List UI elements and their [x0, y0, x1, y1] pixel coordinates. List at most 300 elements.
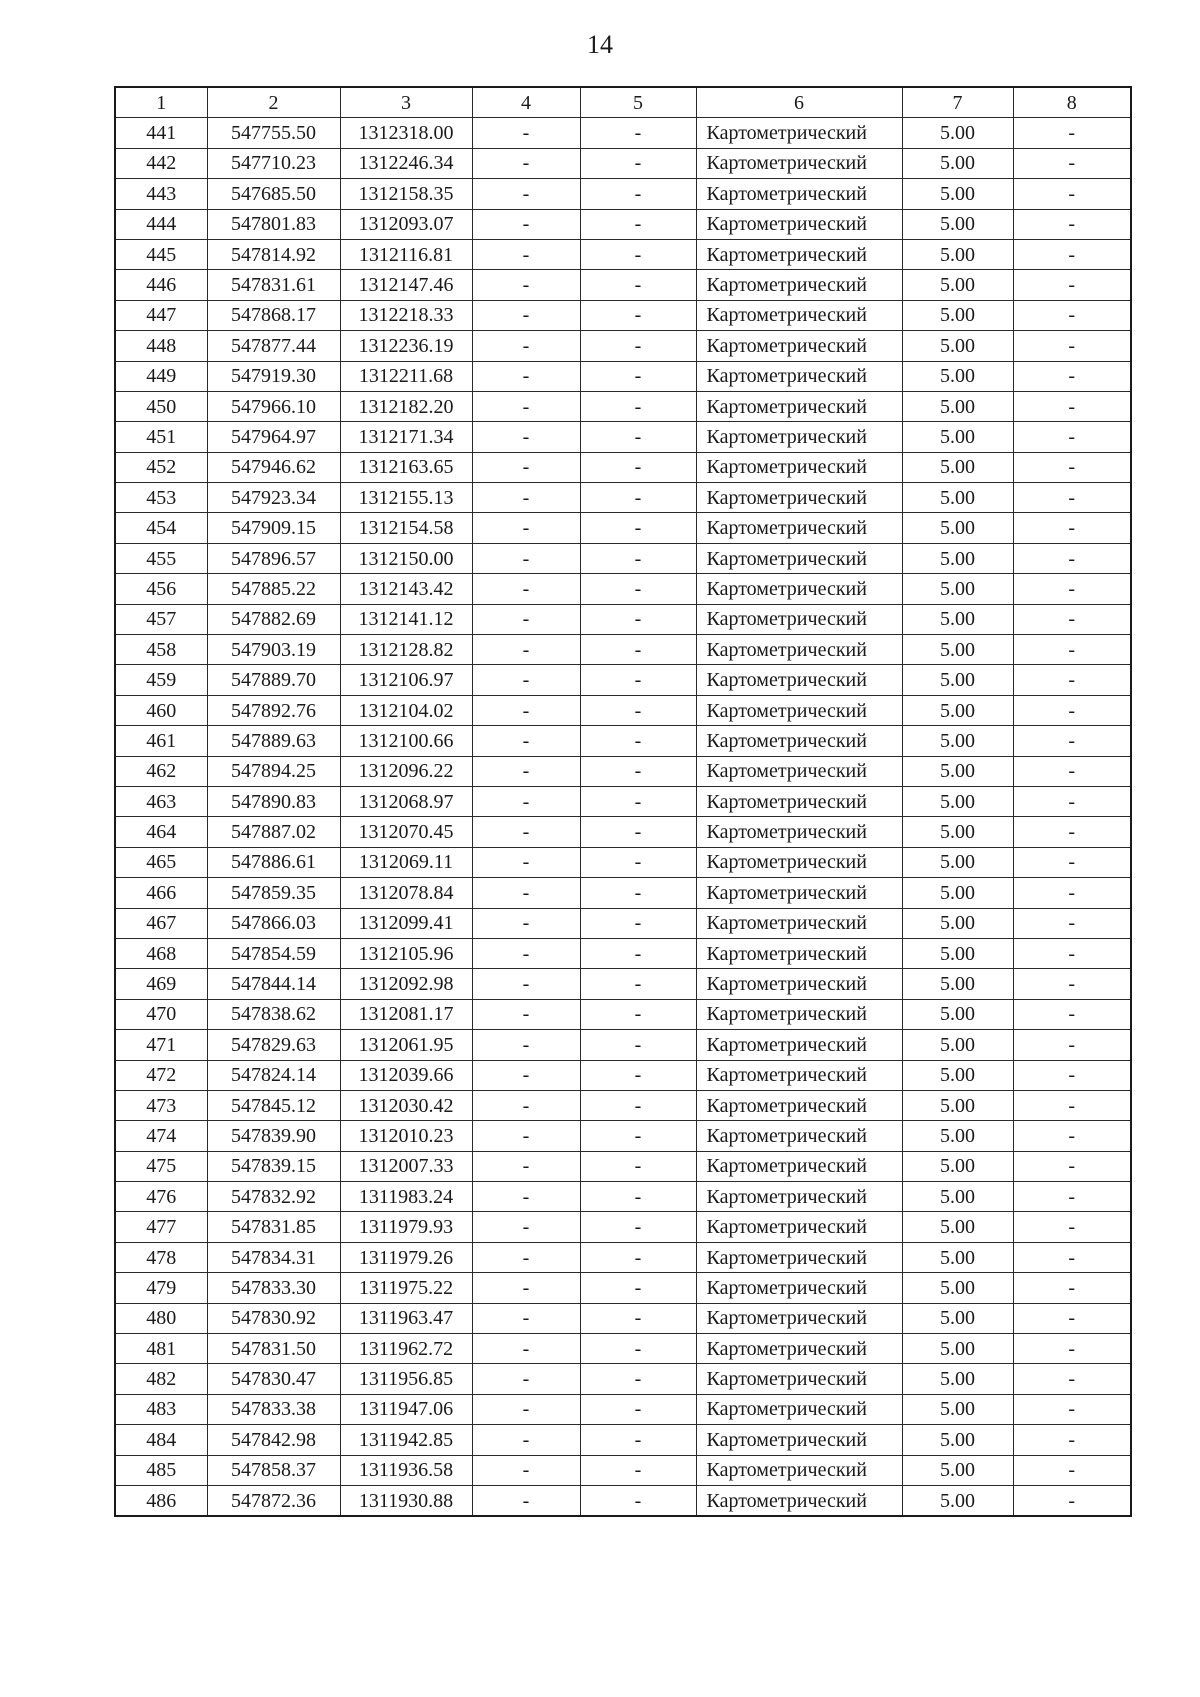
cell-col-4: - [472, 209, 580, 239]
table-row [115, 665, 1131, 695]
cell-col-5: - [580, 391, 696, 421]
cell-accuracy: 5.00 [902, 1151, 1013, 1181]
cell-col-4: - [472, 908, 580, 938]
cell-col-4: - [472, 1455, 580, 1485]
cell-col-4: - [472, 1485, 580, 1516]
cell-col-5: - [580, 604, 696, 634]
cell-y-coordinate: 1311979.26 [340, 1242, 472, 1272]
cell-col-4: - [472, 148, 580, 178]
cell-col-8: - [1013, 1303, 1131, 1333]
cell-col-5: - [580, 969, 696, 999]
cell-accuracy: 5.00 [902, 361, 1013, 391]
cell-col-8: - [1013, 938, 1131, 968]
cell-col-5: - [580, 1030, 696, 1060]
cell-method: Картометрический [696, 847, 902, 877]
cell-y-coordinate: 1312147.46 [340, 270, 472, 300]
cell-point-number: 468 [115, 938, 207, 968]
cell-method: Картометрический [696, 1212, 902, 1242]
cell-col-8: - [1013, 695, 1131, 725]
cell-col-4: - [472, 695, 580, 725]
table-row [115, 513, 1131, 543]
table-row [115, 179, 1131, 209]
table-row [115, 786, 1131, 816]
cell-x-coordinate: 547882.69 [207, 604, 340, 634]
cell-y-coordinate: 1312039.66 [340, 1060, 472, 1090]
table-row [115, 1394, 1131, 1424]
cell-col-5: - [580, 726, 696, 756]
cell-y-coordinate: 1312061.95 [340, 1030, 472, 1060]
cell-method: Картометрический [696, 938, 902, 968]
cell-col-8: - [1013, 513, 1131, 543]
cell-x-coordinate: 547889.70 [207, 665, 340, 695]
cell-accuracy: 5.00 [902, 756, 1013, 786]
cell-accuracy: 5.00 [902, 635, 1013, 665]
cell-y-coordinate: 1312163.65 [340, 452, 472, 482]
cell-col-8: - [1013, 300, 1131, 330]
cell-accuracy: 5.00 [902, 1334, 1013, 1364]
cell-y-coordinate: 1312010.23 [340, 1121, 472, 1151]
header-col-4: 4 [472, 87, 580, 118]
cell-point-number: 445 [115, 239, 207, 269]
cell-col-4: - [472, 1060, 580, 1090]
cell-point-number: 457 [115, 604, 207, 634]
cell-x-coordinate: 547833.30 [207, 1273, 340, 1303]
table-row [115, 969, 1131, 999]
cell-point-number: 451 [115, 422, 207, 452]
cell-col-8: - [1013, 1060, 1131, 1090]
cell-x-coordinate: 547830.47 [207, 1364, 340, 1394]
cell-point-number: 459 [115, 665, 207, 695]
cell-col-8: - [1013, 1394, 1131, 1424]
cell-col-5: - [580, 878, 696, 908]
cell-method: Картометрический [696, 1242, 902, 1272]
cell-col-8: - [1013, 1425, 1131, 1455]
cell-col-8: - [1013, 908, 1131, 938]
cell-col-4: - [472, 1212, 580, 1242]
cell-col-8: - [1013, 1121, 1131, 1151]
cell-x-coordinate: 547872.36 [207, 1485, 340, 1516]
cell-col-5: - [580, 422, 696, 452]
cell-col-8: - [1013, 635, 1131, 665]
cell-col-4: - [472, 847, 580, 877]
cell-col-5: - [580, 1303, 696, 1333]
cell-point-number: 448 [115, 331, 207, 361]
cell-method: Картометрический [696, 695, 902, 725]
cell-x-coordinate: 547831.61 [207, 270, 340, 300]
table-row [115, 1030, 1131, 1060]
cell-point-number: 466 [115, 878, 207, 908]
cell-col-5: - [580, 847, 696, 877]
cell-col-8: - [1013, 452, 1131, 482]
cell-accuracy: 5.00 [902, 1485, 1013, 1516]
table-row [115, 1364, 1131, 1394]
cell-col-4: - [472, 878, 580, 908]
cell-x-coordinate: 547814.92 [207, 239, 340, 269]
table-row [115, 1425, 1131, 1455]
cell-x-coordinate: 547877.44 [207, 331, 340, 361]
cell-col-8: - [1013, 543, 1131, 573]
cell-method: Картометрический [696, 786, 902, 816]
cell-col-4: - [472, 391, 580, 421]
cell-x-coordinate: 547946.62 [207, 452, 340, 482]
cell-y-coordinate: 1312100.66 [340, 726, 472, 756]
cell-col-4: - [472, 422, 580, 452]
cell-method: Картометрический [696, 1485, 902, 1516]
header-col-6: 6 [696, 87, 902, 118]
cell-col-4: - [472, 1090, 580, 1120]
cell-accuracy: 5.00 [902, 422, 1013, 452]
cell-y-coordinate: 1312211.68 [340, 361, 472, 391]
cell-x-coordinate: 547894.25 [207, 756, 340, 786]
table-row [115, 391, 1131, 421]
cell-col-4: - [472, 1182, 580, 1212]
cell-point-number: 460 [115, 695, 207, 725]
table-row [115, 361, 1131, 391]
cell-method: Картометрический [696, 179, 902, 209]
cell-x-coordinate: 547842.98 [207, 1425, 340, 1455]
cell-col-4: - [472, 118, 580, 148]
cell-col-4: - [472, 1121, 580, 1151]
cell-method: Картометрический [696, 574, 902, 604]
cell-y-coordinate: 1312116.81 [340, 239, 472, 269]
cell-col-5: - [580, 1273, 696, 1303]
cell-method: Картометрический [696, 1334, 902, 1364]
cell-point-number: 471 [115, 1030, 207, 1060]
table-row [115, 118, 1131, 148]
cell-accuracy: 5.00 [902, 1212, 1013, 1242]
cell-x-coordinate: 547858.37 [207, 1455, 340, 1485]
cell-accuracy: 5.00 [902, 1242, 1013, 1272]
cell-y-coordinate: 1312141.12 [340, 604, 472, 634]
cell-col-4: - [472, 635, 580, 665]
cell-method: Картометрический [696, 1030, 902, 1060]
cell-y-coordinate: 1312158.35 [340, 179, 472, 209]
cell-col-8: - [1013, 726, 1131, 756]
table-row [115, 635, 1131, 665]
cell-method: Картометрический [696, 1060, 902, 1090]
cell-col-8: - [1013, 1273, 1131, 1303]
cell-method: Картометрический [696, 1303, 902, 1333]
cell-col-5: - [580, 209, 696, 239]
cell-point-number: 441 [115, 118, 207, 148]
cell-point-number: 449 [115, 361, 207, 391]
cell-y-coordinate: 1312092.98 [340, 969, 472, 999]
cell-accuracy: 5.00 [902, 1060, 1013, 1090]
cell-y-coordinate: 1311956.85 [340, 1364, 472, 1394]
cell-col-4: - [472, 239, 580, 269]
cell-x-coordinate: 547831.85 [207, 1212, 340, 1242]
cell-y-coordinate: 1312078.84 [340, 878, 472, 908]
cell-col-5: - [580, 483, 696, 513]
cell-col-5: - [580, 1394, 696, 1424]
cell-col-8: - [1013, 1334, 1131, 1364]
cell-x-coordinate: 547831.50 [207, 1334, 340, 1364]
cell-accuracy: 5.00 [902, 1425, 1013, 1455]
cell-x-coordinate: 547801.83 [207, 209, 340, 239]
table-body [115, 118, 1131, 1516]
cell-col-4: - [472, 543, 580, 573]
cell-accuracy: 5.00 [902, 1090, 1013, 1120]
cell-accuracy: 5.00 [902, 938, 1013, 968]
cell-accuracy: 5.00 [902, 1273, 1013, 1303]
cell-col-8: - [1013, 1485, 1131, 1516]
cell-col-5: - [580, 1151, 696, 1181]
cell-accuracy: 5.00 [902, 1121, 1013, 1151]
cell-col-4: - [472, 361, 580, 391]
cell-x-coordinate: 547844.14 [207, 969, 340, 999]
cell-accuracy: 5.00 [902, 391, 1013, 421]
cell-col-5: - [580, 543, 696, 573]
cell-col-8: - [1013, 483, 1131, 513]
cell-point-number: 474 [115, 1121, 207, 1151]
cell-accuracy: 5.00 [902, 695, 1013, 725]
cell-point-number: 454 [115, 513, 207, 543]
cell-x-coordinate: 547755.50 [207, 118, 340, 148]
cell-col-8: - [1013, 331, 1131, 361]
cell-method: Картометрический [696, 999, 902, 1029]
cell-col-4: - [472, 786, 580, 816]
cell-y-coordinate: 1312081.17 [340, 999, 472, 1029]
cell-col-4: - [472, 1394, 580, 1424]
cell-y-coordinate: 1312106.97 [340, 665, 472, 695]
cell-method: Картометрический [696, 1151, 902, 1181]
cell-point-number: 478 [115, 1242, 207, 1272]
cell-x-coordinate: 547896.57 [207, 543, 340, 573]
cell-col-8: - [1013, 969, 1131, 999]
table-row [115, 270, 1131, 300]
coordinates-table [114, 86, 1132, 1517]
table-row [115, 1151, 1131, 1181]
cell-point-number: 486 [115, 1485, 207, 1516]
cell-x-coordinate: 547903.19 [207, 635, 340, 665]
cell-col-4: - [472, 1030, 580, 1060]
cell-col-5: - [580, 908, 696, 938]
cell-y-coordinate: 1311962.72 [340, 1334, 472, 1364]
cell-col-5: - [580, 270, 696, 300]
cell-accuracy: 5.00 [902, 1030, 1013, 1060]
cell-method: Картометрический [696, 422, 902, 452]
table-row [115, 422, 1131, 452]
cell-x-coordinate: 547854.59 [207, 938, 340, 968]
cell-col-8: - [1013, 209, 1131, 239]
cell-x-coordinate: 547839.15 [207, 1151, 340, 1181]
cell-col-8: - [1013, 1182, 1131, 1212]
cell-method: Картометрический [696, 270, 902, 300]
cell-x-coordinate: 547845.12 [207, 1090, 340, 1120]
cell-accuracy: 5.00 [902, 847, 1013, 877]
cell-accuracy: 5.00 [902, 1364, 1013, 1394]
cell-col-8: - [1013, 786, 1131, 816]
table-row [115, 756, 1131, 786]
cell-col-4: - [472, 331, 580, 361]
cell-point-number: 455 [115, 543, 207, 573]
table-row [115, 543, 1131, 573]
table-row [115, 574, 1131, 604]
cell-col-8: - [1013, 756, 1131, 786]
cell-point-number: 484 [115, 1425, 207, 1455]
cell-col-8: - [1013, 1212, 1131, 1242]
cell-accuracy: 5.00 [902, 270, 1013, 300]
cell-col-5: - [580, 1060, 696, 1090]
cell-col-5: - [580, 635, 696, 665]
cell-y-coordinate: 1311930.88 [340, 1485, 472, 1516]
cell-col-8: - [1013, 878, 1131, 908]
header-col-3: 3 [340, 87, 472, 118]
cell-point-number: 485 [115, 1455, 207, 1485]
cell-col-5: - [580, 1242, 696, 1272]
header-col-1: 1 [115, 87, 207, 118]
table-row [115, 695, 1131, 725]
cell-col-5: - [580, 179, 696, 209]
cell-accuracy: 5.00 [902, 665, 1013, 695]
cell-method: Картометрический [696, 239, 902, 269]
cell-point-number: 482 [115, 1364, 207, 1394]
cell-method: Картометрический [696, 817, 902, 847]
cell-accuracy: 5.00 [902, 1182, 1013, 1212]
cell-col-4: - [472, 270, 580, 300]
table-row [115, 1182, 1131, 1212]
table-row [115, 300, 1131, 330]
table-row [115, 878, 1131, 908]
cell-y-coordinate: 1311963.47 [340, 1303, 472, 1333]
cell-point-number: 462 [115, 756, 207, 786]
cell-point-number: 450 [115, 391, 207, 421]
cell-method: Картометрический [696, 118, 902, 148]
cell-col-5: - [580, 1364, 696, 1394]
cell-col-8: - [1013, 148, 1131, 178]
cell-accuracy: 5.00 [902, 300, 1013, 330]
cell-y-coordinate: 1312155.13 [340, 483, 472, 513]
cell-x-coordinate: 547964.97 [207, 422, 340, 452]
cell-col-4: - [472, 938, 580, 968]
cell-accuracy: 5.00 [902, 543, 1013, 573]
cell-x-coordinate: 547710.23 [207, 148, 340, 178]
table-row [115, 1303, 1131, 1333]
table-row [115, 483, 1131, 513]
cell-col-5: - [580, 300, 696, 330]
cell-method: Картометрический [696, 604, 902, 634]
cell-x-coordinate: 547824.14 [207, 1060, 340, 1090]
cell-method: Картометрический [696, 1182, 902, 1212]
cell-point-number: 464 [115, 817, 207, 847]
cell-y-coordinate: 1312070.45 [340, 817, 472, 847]
table-row [115, 604, 1131, 634]
cell-accuracy: 5.00 [902, 604, 1013, 634]
cell-method: Картометрический [696, 1090, 902, 1120]
cell-x-coordinate: 547838.62 [207, 999, 340, 1029]
cell-x-coordinate: 547892.76 [207, 695, 340, 725]
cell-col-8: - [1013, 118, 1131, 148]
table-row [115, 1485, 1131, 1516]
header-col-5: 5 [580, 87, 696, 118]
cell-col-4: - [472, 452, 580, 482]
cell-accuracy: 5.00 [902, 209, 1013, 239]
cell-y-coordinate: 1311942.85 [340, 1425, 472, 1455]
cell-method: Картометрический [696, 543, 902, 573]
cell-accuracy: 5.00 [902, 452, 1013, 482]
table-row [115, 726, 1131, 756]
cell-point-number: 444 [115, 209, 207, 239]
cell-point-number: 481 [115, 1334, 207, 1364]
cell-accuracy: 5.00 [902, 513, 1013, 543]
cell-accuracy: 5.00 [902, 969, 1013, 999]
cell-method: Картометрический [696, 1273, 902, 1303]
table-row [115, 1334, 1131, 1364]
table-row [115, 331, 1131, 361]
cell-col-4: - [472, 756, 580, 786]
cell-method: Картометрический [696, 1425, 902, 1455]
cell-y-coordinate: 1312236.19 [340, 331, 472, 361]
cell-point-number: 458 [115, 635, 207, 665]
cell-y-coordinate: 1312099.41 [340, 908, 472, 938]
cell-col-5: - [580, 695, 696, 725]
cell-x-coordinate: 547889.63 [207, 726, 340, 756]
cell-accuracy: 5.00 [902, 483, 1013, 513]
cell-point-number: 461 [115, 726, 207, 756]
cell-y-coordinate: 1312007.33 [340, 1151, 472, 1181]
cell-col-5: - [580, 452, 696, 482]
cell-method: Картометрический [696, 391, 902, 421]
cell-method: Картометрический [696, 969, 902, 999]
cell-method: Картометрический [696, 726, 902, 756]
cell-col-8: - [1013, 817, 1131, 847]
cell-method: Картометрический [696, 148, 902, 178]
cell-col-8: - [1013, 1090, 1131, 1120]
cell-col-4: - [472, 1364, 580, 1394]
cell-accuracy: 5.00 [902, 999, 1013, 1029]
cell-method: Картометрический [696, 209, 902, 239]
cell-col-4: - [472, 969, 580, 999]
cell-y-coordinate: 1311983.24 [340, 1182, 472, 1212]
table-row [115, 1455, 1131, 1485]
cell-method: Картометрический [696, 756, 902, 786]
table-row [115, 1121, 1131, 1151]
cell-point-number: 442 [115, 148, 207, 178]
cell-x-coordinate: 547866.03 [207, 908, 340, 938]
cell-col-4: - [472, 1151, 580, 1181]
cell-y-coordinate: 1312143.42 [340, 574, 472, 604]
cell-x-coordinate: 547685.50 [207, 179, 340, 209]
cell-x-coordinate: 547830.92 [207, 1303, 340, 1333]
cell-accuracy: 5.00 [902, 179, 1013, 209]
cell-x-coordinate: 547887.02 [207, 817, 340, 847]
cell-col-5: - [580, 1334, 696, 1364]
cell-x-coordinate: 547832.92 [207, 1182, 340, 1212]
cell-col-4: - [472, 1273, 580, 1303]
cell-col-8: - [1013, 270, 1131, 300]
cell-col-8: - [1013, 999, 1131, 1029]
table-row [115, 908, 1131, 938]
cell-x-coordinate: 547886.61 [207, 847, 340, 877]
cell-col-5: - [580, 1121, 696, 1151]
cell-x-coordinate: 547919.30 [207, 361, 340, 391]
cell-col-8: - [1013, 391, 1131, 421]
table-row [115, 209, 1131, 239]
table-row [115, 239, 1131, 269]
cell-col-8: - [1013, 847, 1131, 877]
cell-col-4: - [472, 604, 580, 634]
cell-y-coordinate: 1312128.82 [340, 635, 472, 665]
table-row [115, 1090, 1131, 1120]
cell-accuracy: 5.00 [902, 786, 1013, 816]
cell-col-8: - [1013, 574, 1131, 604]
cell-col-8: - [1013, 665, 1131, 695]
cell-method: Картометрический [696, 331, 902, 361]
cell-accuracy: 5.00 [902, 118, 1013, 148]
table-row [115, 817, 1131, 847]
cell-point-number: 483 [115, 1394, 207, 1424]
cell-col-5: - [580, 999, 696, 1029]
